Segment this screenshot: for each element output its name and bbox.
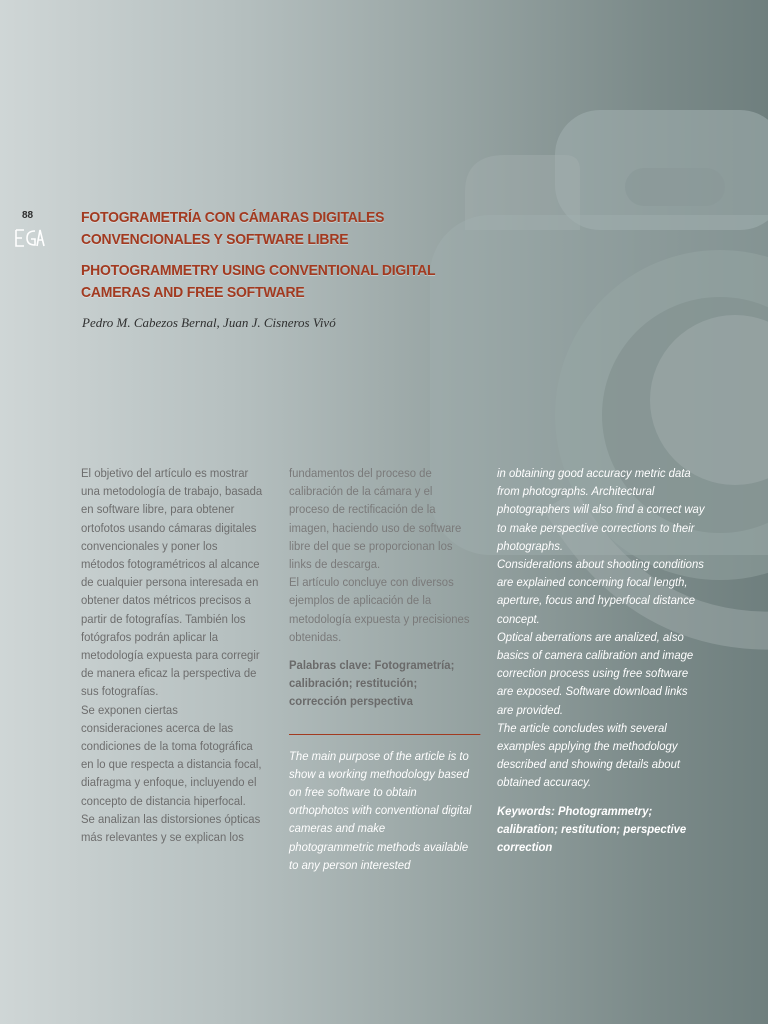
divider [289, 734, 480, 735]
abstract-es-paragraph: Se analizan las distorsiones ópticas más relevantes y se explican los [81, 811, 261, 845]
abstract-en-paragraph: Optical aberrations are analized, also basics of camera calibration and image correction process using free software are exposed. Software download links are provided. [497, 629, 694, 717]
abstract-es-paragraph: Se exponen ciertas consideraciones acerca de las condiciones de la toma fotográfica en lo que respecta a distancia focal, diafragma y enfoque, incluyendo el concepto de distancia hiperfocal. [81, 702, 262, 808]
title-spanish: FOTOGRAMETRÍA CON CÁMARAS DIGITALES CONVENCIONALES Y SOFTWARE LIBRE [81, 209, 385, 248]
abstract-en-paragraph: Considerations about shooting conditions are explained concerning focal length, aperture, focus and hyperfocal distance concept. [497, 557, 704, 626]
page-number: 88 [22, 210, 34, 221]
abstract-es-paragraph: El artículo concluye con diversos ejemplos de aplicación de la metodología expuesta y precisiones obtenidas. [289, 575, 470, 644]
keywords-spanish: Palabras clave: Fotogrametría; calibración; restitución; corrección perspectiva [289, 658, 455, 709]
abstract-es-paragraph: fundamentos del proceso de calibración de la cámara y el proceso de rectificación de la imagen, haciendo uso de software libre del que se proporcionan los links de descarga. [289, 466, 462, 572]
keywords-english: Keywords: Photogrammetry; calibration; restitution; perspective correction [497, 803, 687, 855]
abstract-en-paragraph: The article concludes with several examples applying the methodology described and showing details about obtained accuracy. [497, 720, 681, 790]
abstract-en-paragraph: The main purpose of the article is to show a working methodology based on free software to obtain orthophotos with conventional digital cameras and make photogrammetric methods available to any person interested [289, 748, 472, 872]
authors: Pedro M. Cabezos Bernal, Juan J. Cisneros Vivó [82, 315, 336, 330]
abstract-en-paragraph: in obtaining good accuracy metric data from photographs. Architectural photographers will also find a correct way to make perspective corrections to their photographs. [497, 466, 705, 553]
abstract-es-paragraph: El objetivo del artículo es mostrar una metodología de trabajo, basada en software libre, para obtener ortofotos usando cámaras digitales convencionales y poner los métodos fotogramétricos al alcance de cualquier persona interesada en obtener datos métricos precisos a partir de fotografías. También los fotógrafos podrán aplicar la metodología expuesta para corregir de manera eficaz la perspectiva de sus fotografías. [81, 466, 263, 699]
title-english: PHOTOGRAMMETRY USING CONVENTIONAL DIGITAL CAMERAS AND FREE SOFTWARE [81, 262, 436, 301]
abstract-spanish-column-2 [289, 464, 473, 874]
abstract-spanish-column-1 [81, 464, 262, 846]
journal-logo [15, 227, 45, 249]
abstract-english-column [497, 464, 707, 856]
